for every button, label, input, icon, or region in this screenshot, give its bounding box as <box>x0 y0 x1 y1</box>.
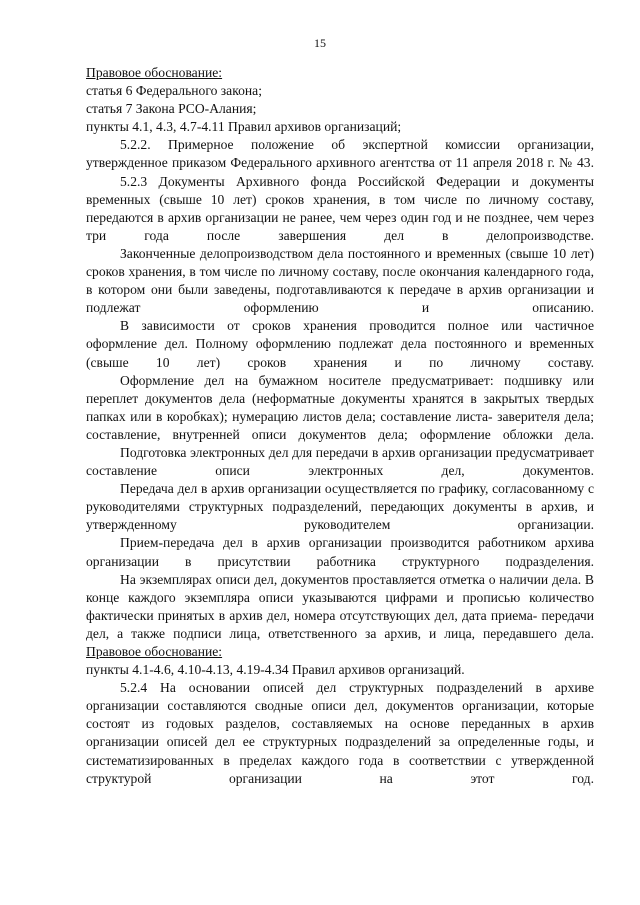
document-body <box>86 64 594 788</box>
paragraph-electronic-cases: Подготовка электронных дел для передачи в архив организации предусматривает составление описи электронных дел, документов. <box>86 444 594 479</box>
paragraph-transfer-schedule: Передача дел в архив организации осуществляется по графику, согласованному с руководителями структурных подразделений, передающих документы в архив, и утвержденному руководителем организации. <box>86 481 594 533</box>
legal-basis-line-2: статья 7 Закона РСО-Алания; <box>86 101 257 117</box>
paragraph-finished-cases: Законченные делопроизводством дела постоянного и временных (свыше 10 лет) сроков хранения, в том числе по личному составу, после окончания календарного года, в котором они были заведены, подготавливаются к передаче в архив организации и подлежат оформлению и описанию. <box>86 245 594 316</box>
legal-basis-heading: Правовое обоснование: <box>86 65 223 80</box>
legal-basis-line-3: пункты 4.1, 4.3, 4.7-4.11 Правил архивов организаций; <box>86 119 402 135</box>
paragraph-5-2-4: 5.2.4 На основании описей дел структурных подразделений в архиве организации составляются сводные описи дел, документов организации, которые состоят из годовых разделов, составляемых на основе переданных в архив организации описей дел ее структурных подразделений за определенные годы, и систематизированных в пределах каждого года в соответствии с утвержденной структурой организации на этот год. <box>86 680 594 786</box>
paragraph-inventory-copies: На экземплярах описи дел, документов проставляется отметка о наличии дела. В конце каждого экземпляра описи указываются цифрами и прописью количество фактически принятых в архив дел, номера отсутствующих дел, дата приема- передачи дел, а также подписи лица, ответственного за архив, и лица, передавшего дела. <box>86 571 594 641</box>
paragraph-5-2-2: 5.2.2. Примерное положение об экспертной комиссии организации, утвержденное приказом Федерального архивного агентства от 11 апреля 2018 г. № 43. <box>86 137 594 171</box>
legal-basis-line-1: статья 6 Федерального закона; <box>86 83 262 99</box>
legal-basis-line-4: пункты 4.1-4.6, 4.10-4.13, 4.19-4.34 Правил архивов организаций. <box>86 662 465 678</box>
paragraph-storage-periods: В зависимости от сроков хранения проводится полное или частичное оформление дел. Полному оформлению подлежат дела постоянного и временных (свыше 10 лет) сроков хранения и по личному составу. <box>86 318 594 370</box>
legal-basis-heading-2: Правовое обоснование: <box>86 644 223 659</box>
paragraph-acceptance-transfer: Прием-передача дел в архив организации производится работником архива организации в присутствии работника структурного подразделения. <box>86 535 594 569</box>
paragraph-paper-formatting: Оформление дел на бумажном носителе предусматривает: подшивку или переплет документов дела (неформатные документы хранятся в закрытых твердых папках или в коробках); нумерацию листов дела; составление листа- заверителя дела; составление, внутренней описи документов дела; оформление обложки дела. <box>86 372 594 442</box>
page-number: 15 <box>314 36 326 50</box>
paragraph-5-2-3: 5.2.3 Документы Архивного фонда Российской Федерации и документы временных (свыше 10 лет) сроков хранения, в том числе по личному составу, передаются в архив организации не ранее, чем через один год и не позднее, чем через три года после завершения дел в делопроизводстве. <box>86 173 594 243</box>
